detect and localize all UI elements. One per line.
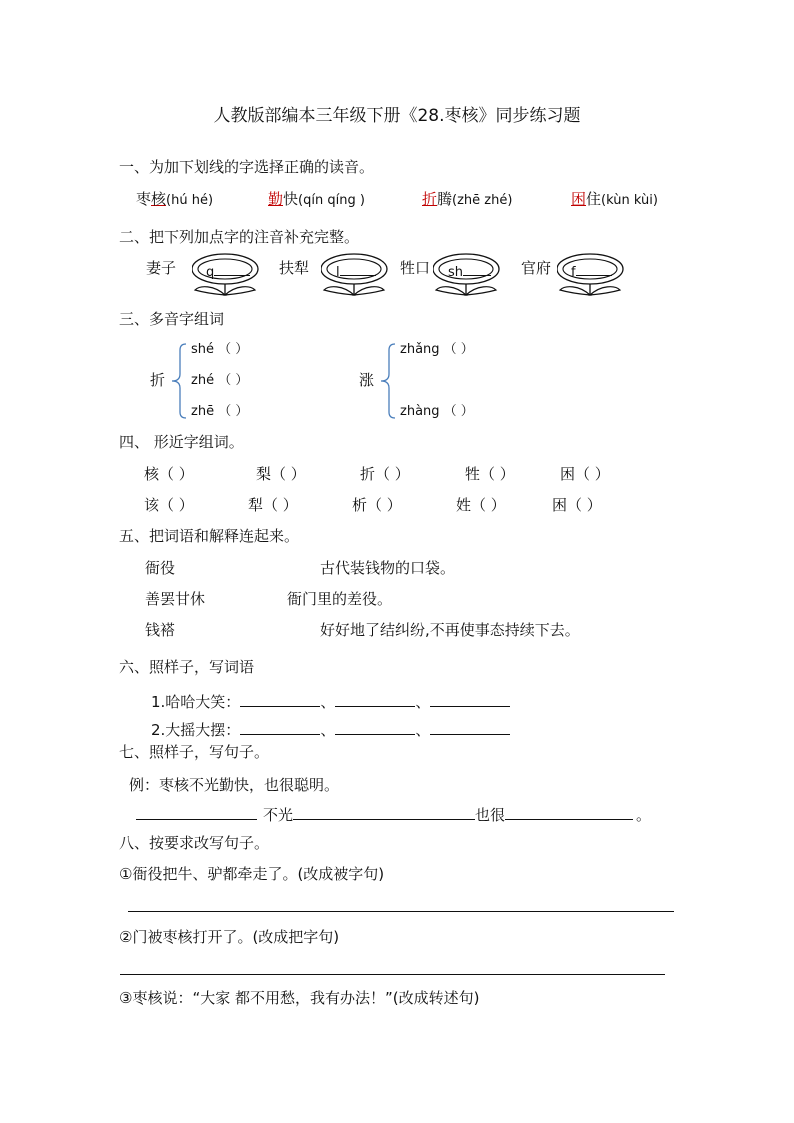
s2-flower-4-hint: f — [571, 261, 612, 279]
s8-item-3: ③枣核说：“大家 都不用愁，我有办法！”(改成转述句) — [119, 989, 480, 1007]
s8-answer-line-1[interactable] — [128, 911, 674, 912]
s7-blank-3[interactable] — [505, 805, 633, 820]
s2-word-4: 官府 — [521, 259, 552, 277]
s1-item-4 — [571, 192, 658, 207]
s8-answer-line-2[interactable] — [120, 974, 665, 975]
s7-end: 。 — [636, 806, 652, 824]
s7-blank-2[interactable] — [293, 805, 475, 820]
s3-brace-2-icon — [377, 342, 399, 420]
section-5-heading: 五、把词语和解释连起来。 — [119, 527, 300, 545]
s8-item-1: ①衙役把牛、驴都牵走了。(改成被字句) — [119, 865, 385, 883]
s7-example: 例：枣核不光勤快，也很聪明。 — [129, 776, 340, 794]
s3-brace-1-icon — [168, 342, 190, 420]
s2-word-3: 牲口 — [400, 259, 431, 277]
page-title: 人教版部编本三年级下册《28.枣核》同步练习题 — [213, 106, 581, 126]
s1-item-3 — [422, 192, 512, 207]
s1-item-2 — [268, 192, 365, 207]
s1-item-1 — [136, 192, 213, 207]
section-8-heading: 八、按要求改写句子。 — [119, 834, 270, 852]
s6-item-2-blank-3[interactable] — [430, 720, 510, 735]
s6-item-1-label: 1.哈哈大笑： — [151, 693, 241, 711]
s6-item-2-label: 2.大摇大摆： — [151, 721, 241, 739]
s4-r1-5: 困（ ） — [560, 465, 610, 483]
s1-item-1-underlined: 核 — [151, 190, 167, 208]
s2-word-2: 扶犁 — [279, 259, 310, 277]
s3-g2-reading-1: zhǎng （ ） — [400, 342, 474, 357]
s4-r1-1: 核（ ） — [144, 465, 194, 483]
s1-item-3-pinyin: (zhē zhé) — [452, 193, 513, 208]
section-3-heading: 三、多音字组词 — [119, 310, 225, 328]
s4-r1-4: 牲（ ） — [465, 465, 515, 483]
s1-item-2-pinyin: (qín qíng ) — [298, 193, 365, 208]
section-4-heading: 四、 形近字组词。 — [119, 433, 244, 451]
s1-item-4-underlined: 困 — [571, 190, 587, 208]
s2-word-1: 妻子 — [146, 259, 177, 277]
section-7-heading: 七、照样子，写句子。 — [119, 743, 270, 761]
s3-g1-reading-1: shé （ ） — [191, 342, 249, 357]
s5-word-1: 衙役 — [145, 559, 176, 577]
s6-sep: 、 — [415, 721, 431, 739]
section-6-heading: 六、照样子，写词语 — [119, 658, 255, 676]
s7-word-2: 也很 — [475, 806, 506, 824]
s8-item-2: ②门被枣核打开了。(改成把字句) — [119, 928, 340, 946]
s6-sep: 、 — [320, 721, 336, 739]
s5-meaning-2: 衙门里的差役。 — [287, 590, 393, 608]
s7-blank-1[interactable] — [136, 805, 257, 820]
s7-answer-line — [136, 805, 651, 823]
s3-g1-reading-2: zhé （ ） — [191, 373, 249, 388]
s6-item-2 — [151, 720, 510, 738]
section-2-heading: 二、把下列加点字的注音补充完整。 — [119, 228, 360, 246]
s7-word-1: 不光 — [263, 806, 294, 824]
s4-r2-3: 析（ ） — [352, 496, 402, 514]
s2-flower-1-hint: q — [206, 261, 250, 279]
s3-g2-reading-2: zhàng （ ） — [400, 404, 474, 419]
s1-item-3-post: 腾 — [437, 190, 453, 208]
section-1-heading: 一、为加下划线的字选择正确的读音。 — [119, 158, 375, 176]
s2-flower-2-hint: l — [336, 261, 376, 279]
s3-g1-reading-3: zhē （ ） — [191, 404, 249, 419]
s1-item-3-underlined: 折 — [422, 190, 438, 208]
s6-sep: 、 — [320, 693, 336, 711]
s6-item-2-blank-1[interactable] — [240, 720, 320, 735]
s1-item-4-pinyin: (kùn kùi) — [601, 193, 658, 208]
s6-item-1-blank-1[interactable] — [240, 692, 320, 707]
s5-meaning-3: 好好地了结纠纷,不再使事态持续下去。 — [320, 621, 580, 639]
s6-item-2-blank-2[interactable] — [335, 720, 415, 735]
s2-flower-3-hint: sh — [448, 261, 491, 279]
s4-r2-5: 困（ ） — [552, 496, 602, 514]
s1-item-1-pre: 枣 — [136, 190, 152, 208]
s3-char-2: 涨 — [359, 371, 375, 389]
s6-sep: 、 — [415, 693, 431, 711]
s5-meaning-1: 古代装钱物的口袋。 — [320, 559, 456, 577]
s1-item-2-post: 快 — [283, 190, 299, 208]
s4-r2-4: 姓（ ） — [456, 496, 506, 514]
s1-item-2-underlined: 勤 — [268, 190, 284, 208]
s6-item-1-blank-3[interactable] — [430, 692, 510, 707]
s6-item-1-blank-2[interactable] — [335, 692, 415, 707]
s1-item-1-pinyin: (hú hé) — [166, 193, 214, 208]
s5-word-3: 钱褡 — [145, 621, 176, 639]
s4-r2-1: 该（ ） — [144, 496, 194, 514]
s4-r1-3: 折（ ） — [360, 465, 410, 483]
s1-item-4-post: 住 — [586, 190, 602, 208]
s5-word-2: 善罢甘休 — [145, 590, 206, 608]
s3-char-1: 折 — [150, 371, 166, 389]
s4-r1-2: 梨（ ） — [256, 465, 306, 483]
s4-r2-2: 犁（ ） — [248, 496, 298, 514]
s6-item-1 — [151, 692, 510, 710]
